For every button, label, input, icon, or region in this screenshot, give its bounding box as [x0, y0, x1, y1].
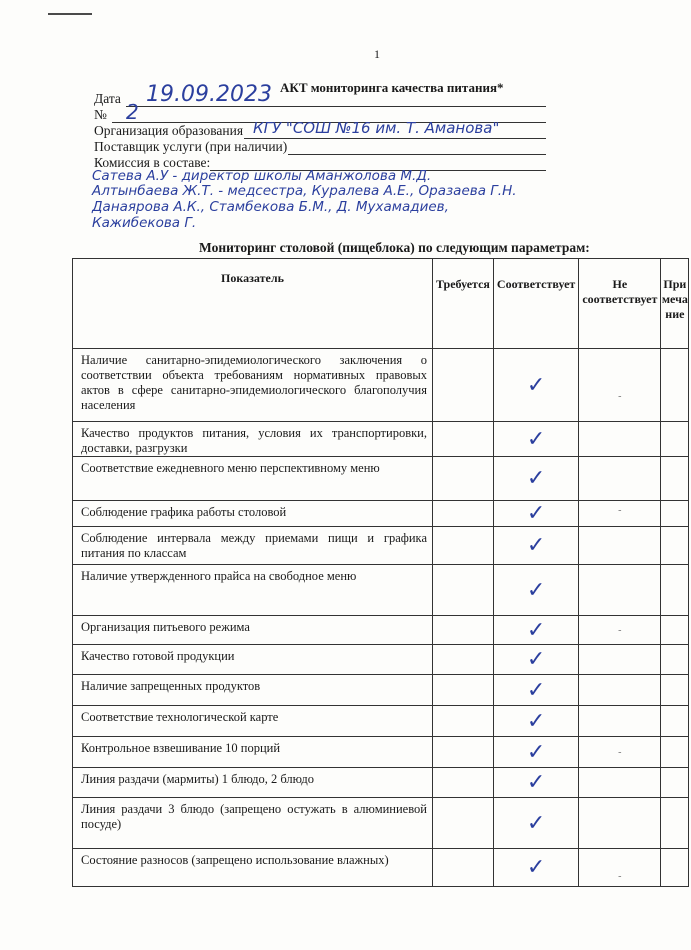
supplier-label: Поставщик услуги (при наличии) [94, 139, 288, 154]
indicator-cell: Наличие санитарно-эпидемиологического заключения о соответствии объекта требованиям нормативных правовых актов в сфере санитарно-эпидемиологического благополучия населения [73, 349, 433, 422]
required-cell [433, 768, 494, 798]
indicator-cell: Контрольное взвешивание 10 порций [73, 737, 433, 768]
note-cell [661, 645, 689, 675]
noncompliant-cell [579, 798, 661, 849]
required-cell [433, 849, 494, 887]
document-title: АКТ мониторинга качества питания* [280, 80, 504, 95]
commission-label: Комиссия в составе: [94, 155, 211, 170]
table-row [73, 565, 689, 616]
note-cell [661, 501, 689, 527]
required-cell [433, 737, 494, 768]
noncompliant-cell [579, 501, 661, 527]
compliant-check: ✓ [493, 616, 578, 645]
noncompliant-dash: - [618, 747, 622, 758]
noncompliant-cell [579, 422, 661, 457]
number-value: 2 [126, 100, 139, 124]
note-cell [661, 349, 689, 422]
indicator-cell: Линия раздачи (мармиты) 1 блюдо, 2 блюдо [73, 768, 433, 798]
note-cell [661, 616, 689, 645]
note-cell [661, 527, 689, 565]
note-cell [661, 768, 689, 798]
table-row [73, 616, 689, 645]
indicator-cell: Состояние разносов (запрещено использование влажных) [73, 849, 433, 887]
compliant-check: ✓ [493, 349, 578, 422]
required-cell [433, 645, 494, 675]
compliant-check: ✓ [493, 501, 578, 527]
table-row [73, 645, 689, 675]
supplier-underline [288, 154, 546, 155]
compliant-check: ✓ [493, 457, 578, 501]
monitoring-table [72, 258, 689, 887]
indicator-cell: Наличие утвержденного прайса на свободное меню [73, 565, 433, 616]
table-row [73, 349, 689, 422]
noncompliant-cell [579, 737, 661, 768]
required-cell [433, 501, 494, 527]
header-compliant: Соответствует [493, 259, 578, 349]
table-row [73, 798, 689, 849]
compliant-check: ✓ [493, 849, 578, 887]
compliant-check: ✓ [493, 675, 578, 706]
table-row [73, 457, 689, 501]
indicator-cell: Соответствие технологической карте [73, 706, 433, 737]
table-row [73, 849, 689, 887]
required-cell [433, 798, 494, 849]
compliant-check: ✓ [493, 706, 578, 737]
required-cell [433, 706, 494, 737]
note-cell [661, 737, 689, 768]
compliant-check: ✓ [493, 737, 578, 768]
required-cell [433, 349, 494, 422]
org-underline [244, 138, 546, 139]
page-number: 1 [374, 47, 380, 61]
table-row [73, 527, 689, 565]
commission-line: Сатева А.У - директор школы Аманжолова М.Д. [92, 168, 432, 184]
compliant-check: ✓ [493, 768, 578, 798]
required-cell [433, 675, 494, 706]
required-cell [433, 527, 494, 565]
commission-line: Кажибекова Г. [92, 215, 197, 231]
indicator-cell: Наличие запрещенных продуктов [73, 675, 433, 706]
noncompliant-cell [579, 675, 661, 706]
compliant-check: ✓ [493, 422, 578, 457]
noncompliant-dash: - [618, 505, 622, 516]
indicator-cell: Соблюдение графика работы столовой [73, 501, 433, 527]
indicator-cell: Организация питьевого режима [73, 616, 433, 645]
noncompliant-cell [579, 349, 661, 422]
number-label: № [94, 107, 107, 122]
table-row [73, 501, 689, 527]
noncompliant-dash: - [618, 391, 622, 402]
noncompliant-dash: - [618, 871, 622, 882]
compliant-check: ✓ [493, 527, 578, 565]
indicator-cell: Качество продуктов питания, условия их транспортировки, доставки, разгрузки [73, 422, 433, 457]
commission-line: Данаярова А.К., Стамбекова Б.М., Д. Мухамадиев, [92, 199, 449, 215]
corner-mark [48, 13, 92, 15]
required-cell [433, 422, 494, 457]
noncompliant-cell [579, 768, 661, 798]
date-label: Дата [94, 91, 121, 106]
indicator-cell: Соблюдение интервала между приемами пищи и графика питания по классам [73, 527, 433, 565]
compliant-check: ✓ [493, 565, 578, 616]
required-cell [433, 457, 494, 501]
table-row [73, 737, 689, 768]
note-cell [661, 798, 689, 849]
noncompliant-cell [579, 645, 661, 675]
note-cell [661, 422, 689, 457]
note-cell [661, 706, 689, 737]
header-note: Примечание [661, 259, 689, 349]
noncompliant-cell [579, 527, 661, 565]
compliant-check: ✓ [493, 645, 578, 675]
header-indicator: Показатель [73, 259, 433, 349]
note-cell [661, 675, 689, 706]
noncompliant-cell [579, 565, 661, 616]
noncompliant-cell [579, 616, 661, 645]
compliant-check: ✓ [493, 798, 578, 849]
header-noncompliant: Не соответствует [579, 259, 661, 349]
note-cell [661, 565, 689, 616]
note-cell [661, 849, 689, 887]
indicator-cell: Качество готовой продукции [73, 645, 433, 675]
indicator-cell: Соответствие ежедневного меню перспективному меню [73, 457, 433, 501]
table-row [73, 768, 689, 798]
table-row [73, 422, 689, 457]
noncompliant-cell [579, 457, 661, 501]
required-cell [433, 616, 494, 645]
noncompliant-dash: - [618, 625, 622, 636]
note-cell [661, 457, 689, 501]
table-row [73, 675, 689, 706]
noncompliant-cell [579, 849, 661, 887]
header-required: Требуется [433, 259, 494, 349]
table-header-row [73, 259, 689, 349]
org-label: Организация образования [94, 123, 244, 138]
table-row [73, 706, 689, 737]
date-value: 19.09.2023 [146, 82, 272, 107]
indicator-cell: Линия раздачи 3 блюдо (запрещено остужать в алюминиевой посуде) [73, 798, 433, 849]
commission-line: Алтынбаева Ж.Т. - медсестра, Куралева А.Е., Оразаева Г.Н. [92, 183, 517, 199]
table-subtitle: Мониторинг столовой (пищеблока) по следующим параметрам: [199, 240, 590, 255]
noncompliant-cell [579, 706, 661, 737]
required-cell [433, 565, 494, 616]
org-value: КГУ "СОШ №16 им. Т. Аманова" [253, 119, 500, 137]
